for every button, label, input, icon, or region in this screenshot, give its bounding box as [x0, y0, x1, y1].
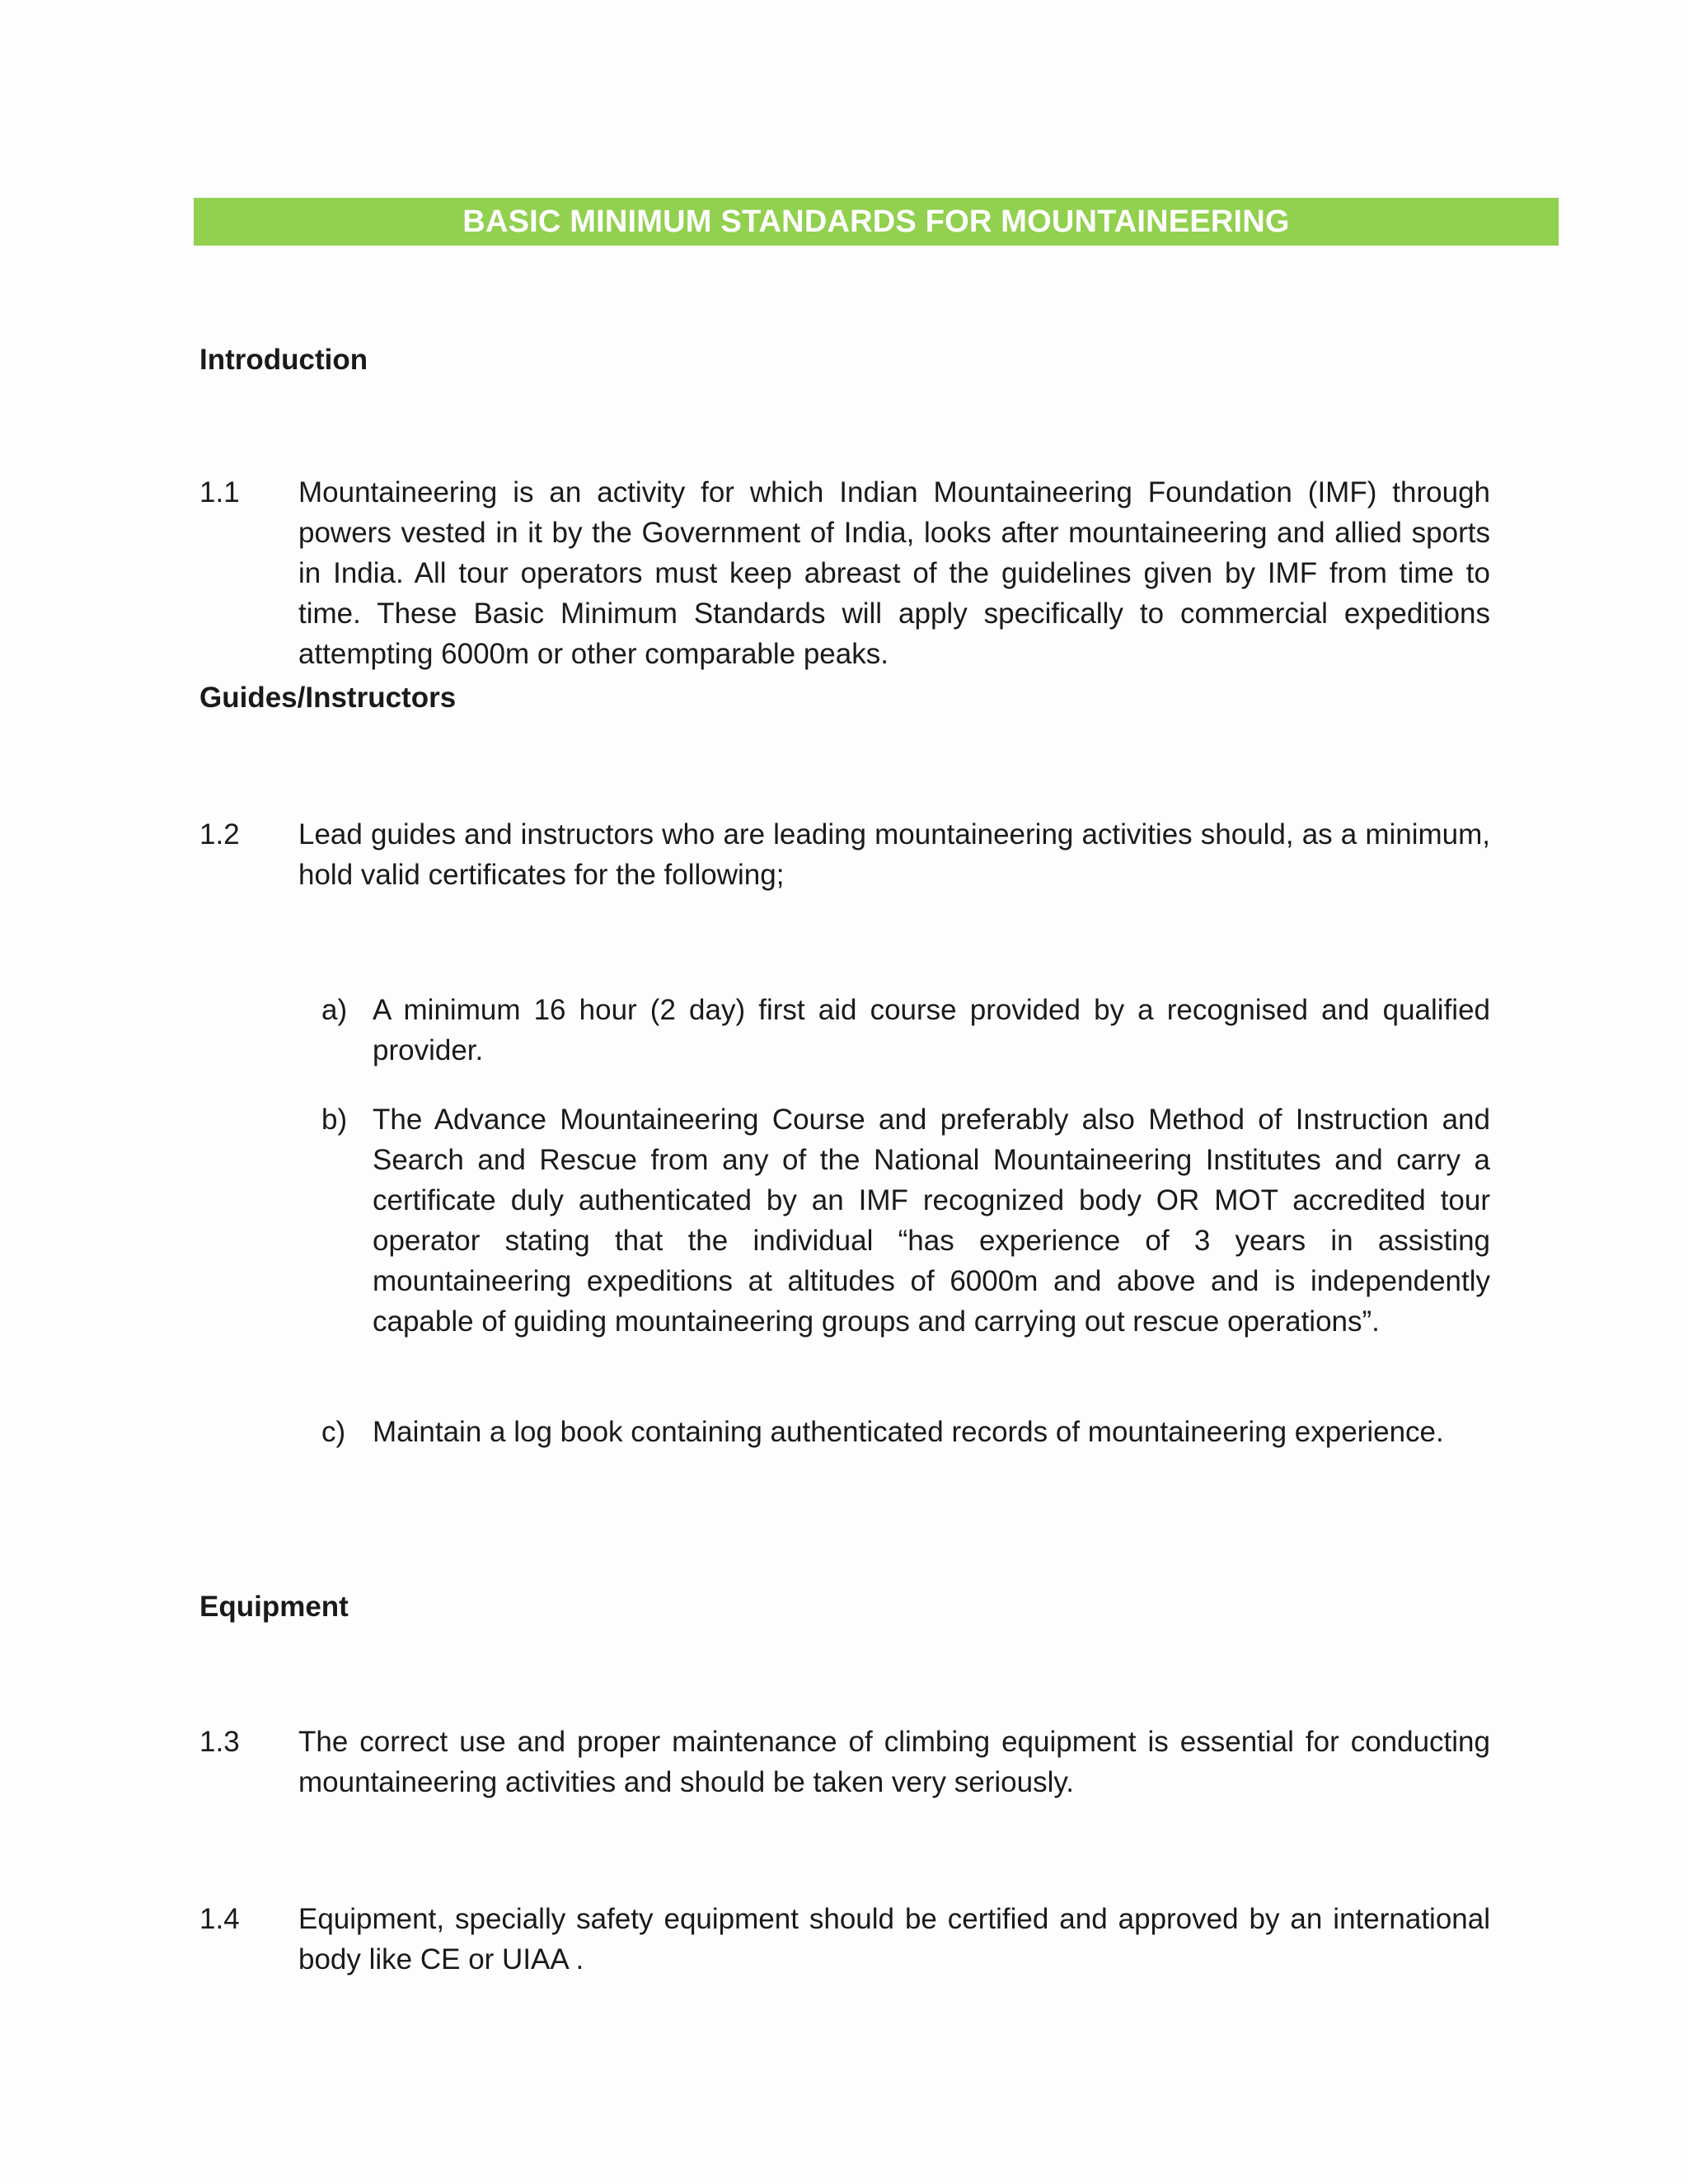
title-banner: [194, 198, 1559, 246]
paragraph-text: Equipment, specially safety equipment should be certified and approved by an international body like CE or UIAA .: [298, 1903, 1490, 1975]
paragraph-1-2: [199, 814, 1490, 895]
document-title: BASIC MINIMUM STANDARDS FOR MOUNTAINEERING: [462, 204, 1290, 239]
paragraph-text: Mountaineering is an activity for which Indian Mountaineering Foundation (IMF) through powers vested in it by the Government of India, looks after mountaineering and allied sports in India. All tour operators must keep abreast of the guidelines given by IMF from time to time. These Basic Minimum Standards will apply specifically to commercial expeditions attempting 6000m or other comparable peaks.: [298, 476, 1490, 670]
list-letter: c): [321, 1416, 346, 1448]
heading-equipment: Equipment: [199, 1591, 349, 1623]
paragraph-number: 1.4: [199, 1903, 240, 1935]
paragraph-1-3: [199, 1722, 1490, 1802]
list-text: A minimum 16 hour (2 day) first aid course provided by a recognised and qualified provider.: [373, 994, 1490, 1066]
paragraph-text: The correct use and proper maintenance of climbing equipment is essential for conducting mountaineering activities and should be taken very seriously.: [298, 1726, 1490, 1798]
paragraph-number: 1.1: [199, 476, 240, 509]
list-letter: a): [321, 994, 348, 1026]
list-item-c: [320, 1412, 1490, 1452]
heading-introduction: Introduction: [199, 344, 368, 376]
paragraph-text: Lead guides and instructors who are leading mountaineering activities should, as a minimum, hold valid certificates for the following;: [298, 818, 1490, 891]
list-text: The Advance Mountaineering Course and preferably also Method of Instruction and Search and Rescue from any of the National Mountaineering Institutes and carry a certificate duly authenticated by an IMF recognized body OR MOT accredited tour operator stating that the individual “has experience of 3 years in assisting mountaineering expeditions at altitudes of 6000m and above and is independently capable of guiding mountaineering groups and carrying out rescue operations”.: [373, 1104, 1490, 1338]
paragraph-number: 1.3: [199, 1726, 240, 1758]
list-item-b: [320, 1099, 1490, 1342]
paragraph-1-1: [199, 472, 1490, 674]
heading-guides-instructors: Guides/Instructors: [199, 682, 457, 714]
list-text: Maintain a log book containing authenticated records of mountaineering experience.: [373, 1416, 1444, 1448]
list-item-a: [320, 990, 1490, 1071]
list-letter: b): [321, 1104, 348, 1136]
paragraph-1-4: [199, 1899, 1490, 1980]
paragraph-number: 1.2: [199, 818, 240, 851]
